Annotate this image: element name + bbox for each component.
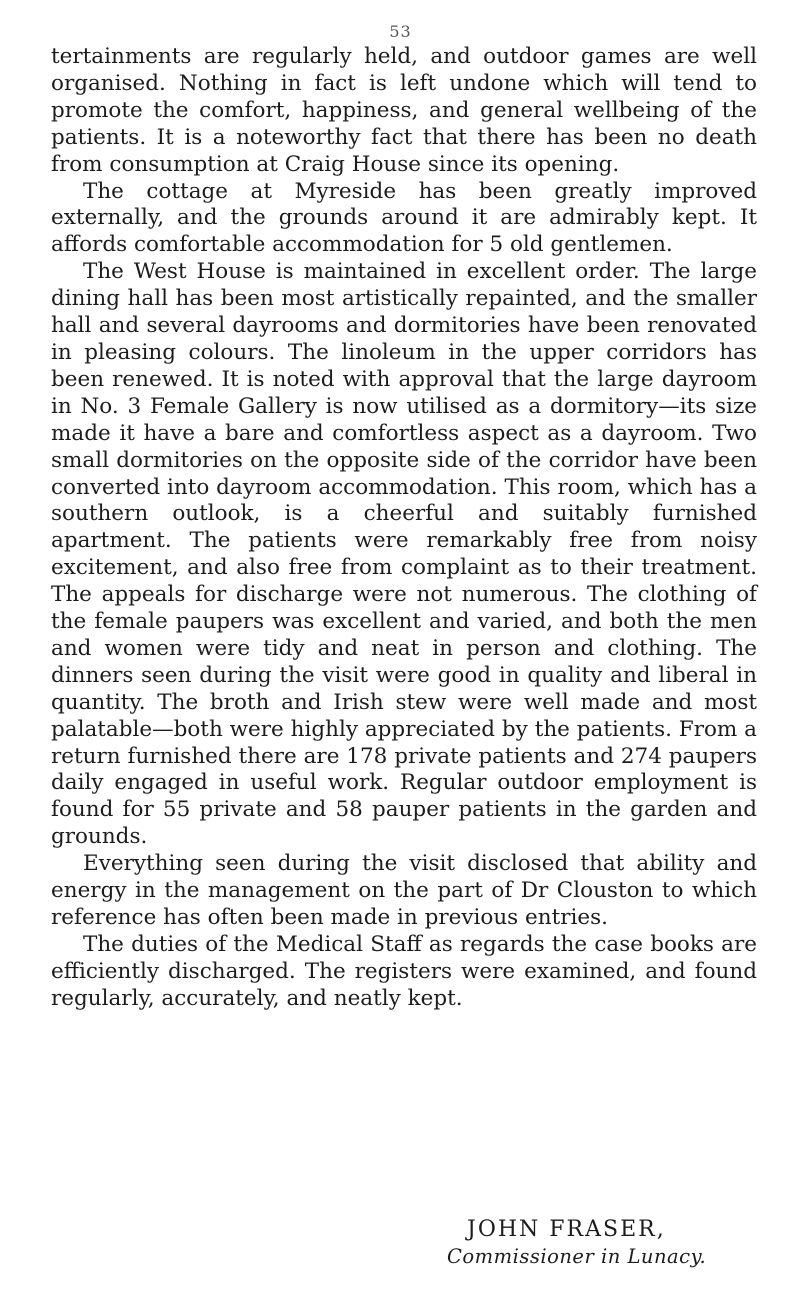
signature-block (447, 1216, 777, 1270)
paragraph-west-house: The West House is maintained in excellent order. The large dining hall has been most artistically repainted, and the smaller hall and several dayrooms and dormitories have been renovated in pleasing colours. The linoleum in the upper corridors has been renewed. It is noted with approval that the large dayroom in No. 3 Female Gallery is now utilised as a dormitory—its size made it have a bare and comfortless aspect as a dayroom. Two small dormitories on the opposite side of the corridor have been converted into dayroom accommodation. This room, which has a southern outlook, is a cheerful and suitably furnished apartment. The patients were remarkably free from noisy excitement, and also free from complaint as to their treatment. The appeals for discharge were not numerous. The clothing of the female paupers was excellent and varied, and both the men and women were tidy and neat in person and clothing. The dinners seen during the visit were good in quality and liberal in quantity. The broth and Irish stew were well made and most palatable—both were highly appreciated by the patients. From a return furnished there are 178 private patients and 274 paupers daily engaged in useful work. Regular outdoor employment is found for 55 private and 58 pauper patients in the garden and grounds. (51, 259, 757, 850)
signatory-title: Commissioner in Lunacy. (447, 1245, 707, 1268)
page-number: 53 (389, 22, 412, 41)
paragraph-myreside-cottage: The cottage at Myreside has been greatly improved externally, and the grounds around it are admirably kept. It affords comfortable accommodation for 5 old gentlemen. (51, 178, 757, 258)
paragraph-continued-entertainments: tertainments are regularly held, and outdoor games are well organised. Nothing in fact is left undone which will tend to promote the comfort, happiness, and general wellbeing of the patients. It is a noteworthy fact that there has been no death from consumption at Craig House since its opening. (51, 44, 757, 177)
body-text (51, 44, 757, 1013)
paragraph-management: Everything seen during the visit disclosed that ability and energy in the management on the part of Dr Clouston to which reference has often been made in previous entries. (51, 851, 757, 930)
signatory-name: JOHN FRASER, (467, 1217, 666, 1242)
paragraph-medical-staff: The duties of the Medical Staff as regards the case books are efficiently discharged. The registers were examined, and found regularly, accurately, and neatly kept. (51, 931, 757, 1011)
